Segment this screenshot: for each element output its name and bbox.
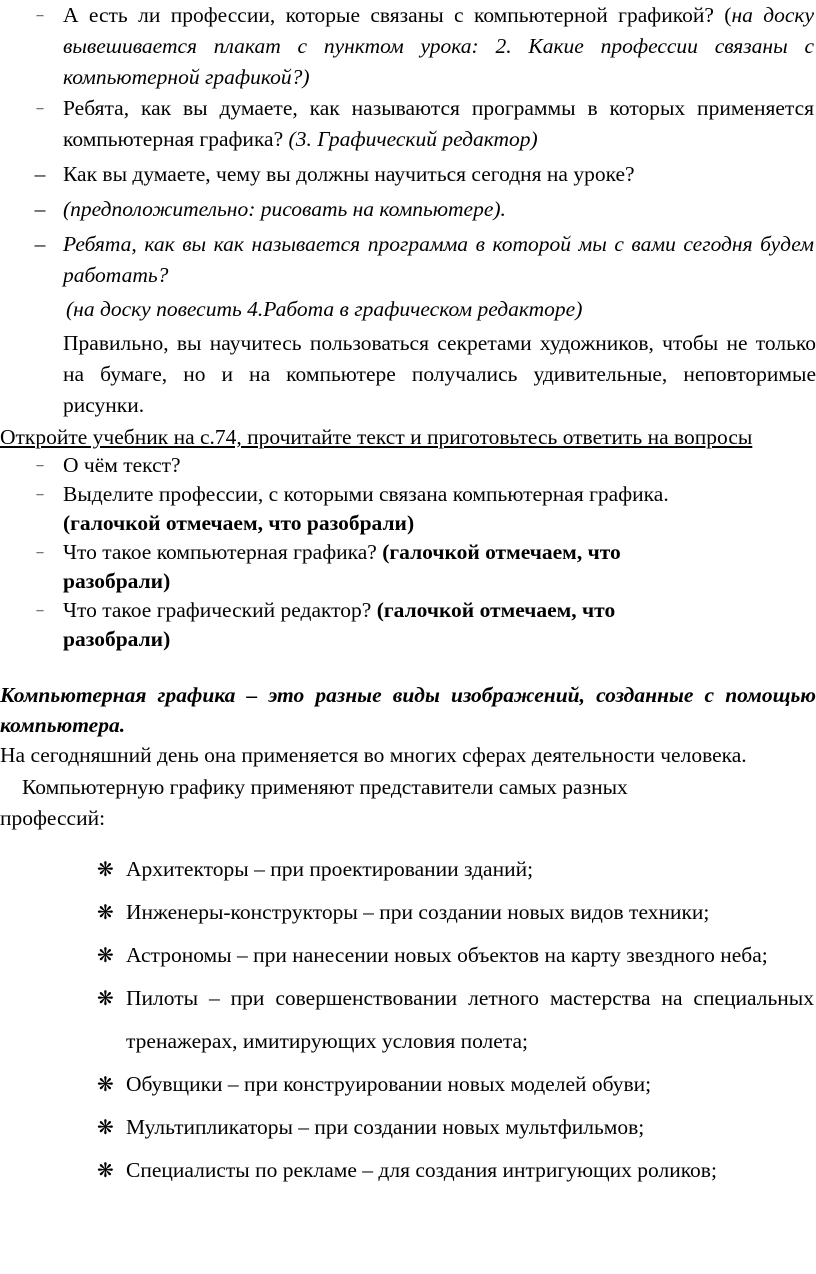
dash-marker: – xyxy=(36,545,44,560)
dash-marker: – xyxy=(36,458,44,473)
list-item xyxy=(0,538,816,596)
dash-marker: – xyxy=(34,162,46,186)
profession-text: Астрономы – при нанесении новых объектов на карту звездного неба; xyxy=(126,943,768,967)
list-item xyxy=(0,1106,816,1149)
list-item xyxy=(0,1063,816,1106)
dash-marker: – xyxy=(36,8,44,23)
definition: Компьютерная графика – это разные виды изображений, созданные с помощью компьютера. xyxy=(0,683,816,737)
list-item-text: А есть ли профессии, которые связаны с компьютерной графикой? ( xyxy=(63,3,732,27)
board-note: (на доску повесить 4.Работа в графическом редакторе) xyxy=(66,297,583,321)
questions-list xyxy=(0,451,816,654)
list-item xyxy=(0,596,816,654)
dash-marker: – xyxy=(36,603,44,618)
dash-marker: – xyxy=(36,101,44,116)
list-item-italic: (3. Графический редактор) xyxy=(288,127,538,151)
question-text: Что такое компьютерная графика? xyxy=(63,540,383,564)
teacher-text: Правильно, вы научитесь пользоваться секретами художников, чтобы не только на бумаге, но и на компьютере получались удивительные, неповторимые рисунки. xyxy=(63,331,816,417)
list-item-text: Как вы думаете, чему вы должны научиться сегодня на уроке? xyxy=(63,162,635,186)
dash-marker: – xyxy=(36,487,44,502)
profession-text: Пилоты – при совершенствовании летного мастерства на специальных тренажерах, имитирующих условия полета; xyxy=(126,986,814,1053)
professions-intro: Компьютерную графику применяют представители самых разных профессий: xyxy=(0,775,628,830)
list-item xyxy=(0,480,816,538)
intro-list xyxy=(0,0,816,291)
profession-text: Обувщики – при конструировании новых моделей обуви; xyxy=(126,1072,652,1096)
list-item xyxy=(0,934,816,977)
dash-marker: – xyxy=(34,232,46,256)
list-item xyxy=(0,93,816,155)
question-note: (галочкой отмечаем, что разобрали) xyxy=(63,598,616,651)
question-note: (галочкой отмечаем, что разобрали) xyxy=(63,540,621,593)
list-item xyxy=(0,451,816,480)
asterisk-bullet-icon: ❋ xyxy=(97,900,114,924)
list-item-text: Ребята, как вы думаете, как называются программы в которых применяется компьютерная графика? xyxy=(63,96,814,151)
profession-text: Специалисты по рекламе – для создания интригующих роликов; xyxy=(126,1158,717,1182)
asterisk-bullet-icon: ❋ xyxy=(97,943,114,967)
list-item xyxy=(0,229,816,291)
dash-marker: – xyxy=(34,197,46,221)
list-item-italic: Ребята, как вы как называется программа в которой мы с вами сегодня будем работать? xyxy=(63,232,814,287)
question-text: О чём текст? xyxy=(63,453,181,477)
profession-text: Инженеры-конструкторы – при создании новых видов техники; xyxy=(126,900,710,924)
list-item xyxy=(0,194,816,225)
profession-text: Мультипликаторы – при создании новых мультфильмов; xyxy=(126,1115,645,1139)
list-item xyxy=(0,977,816,1063)
profession-text: Архитекторы – при проектировании зданий; xyxy=(126,857,534,881)
today-text: На сегодняшний день она применяется во многих сферах деятельности человека. xyxy=(0,743,747,767)
list-item xyxy=(0,159,816,190)
list-item-italic: на доску вывешивается плакат с пунктом урока: 2. Какие профессии связаны с компьютерной графикой?) xyxy=(63,3,815,89)
asterisk-bullet-icon: ❋ xyxy=(97,986,114,1010)
textbook-task: Откройте учебник на с.74, прочитайте текст и приготовьтесь ответить на вопросы xyxy=(0,425,753,449)
asterisk-bullet-icon: ❋ xyxy=(97,857,114,881)
asterisk-bullet-icon: ❋ xyxy=(97,1072,114,1096)
list-item xyxy=(0,891,816,934)
asterisk-bullet-icon: ❋ xyxy=(97,1158,114,1182)
list-item xyxy=(0,848,816,891)
professions-list xyxy=(0,848,816,1192)
question-text: Что такое графический редактор? xyxy=(63,598,377,622)
list-item xyxy=(0,1149,816,1192)
list-item xyxy=(0,0,816,93)
question-text: Выделите профессии, с которыми связана компьютерная графика. xyxy=(63,482,669,506)
list-item-italic: (предположительно: рисовать на компьютере). xyxy=(63,197,506,221)
asterisk-bullet-icon: ❋ xyxy=(97,1115,114,1139)
question-note: (галочкой отмечаем, что разобрали) xyxy=(63,511,415,535)
